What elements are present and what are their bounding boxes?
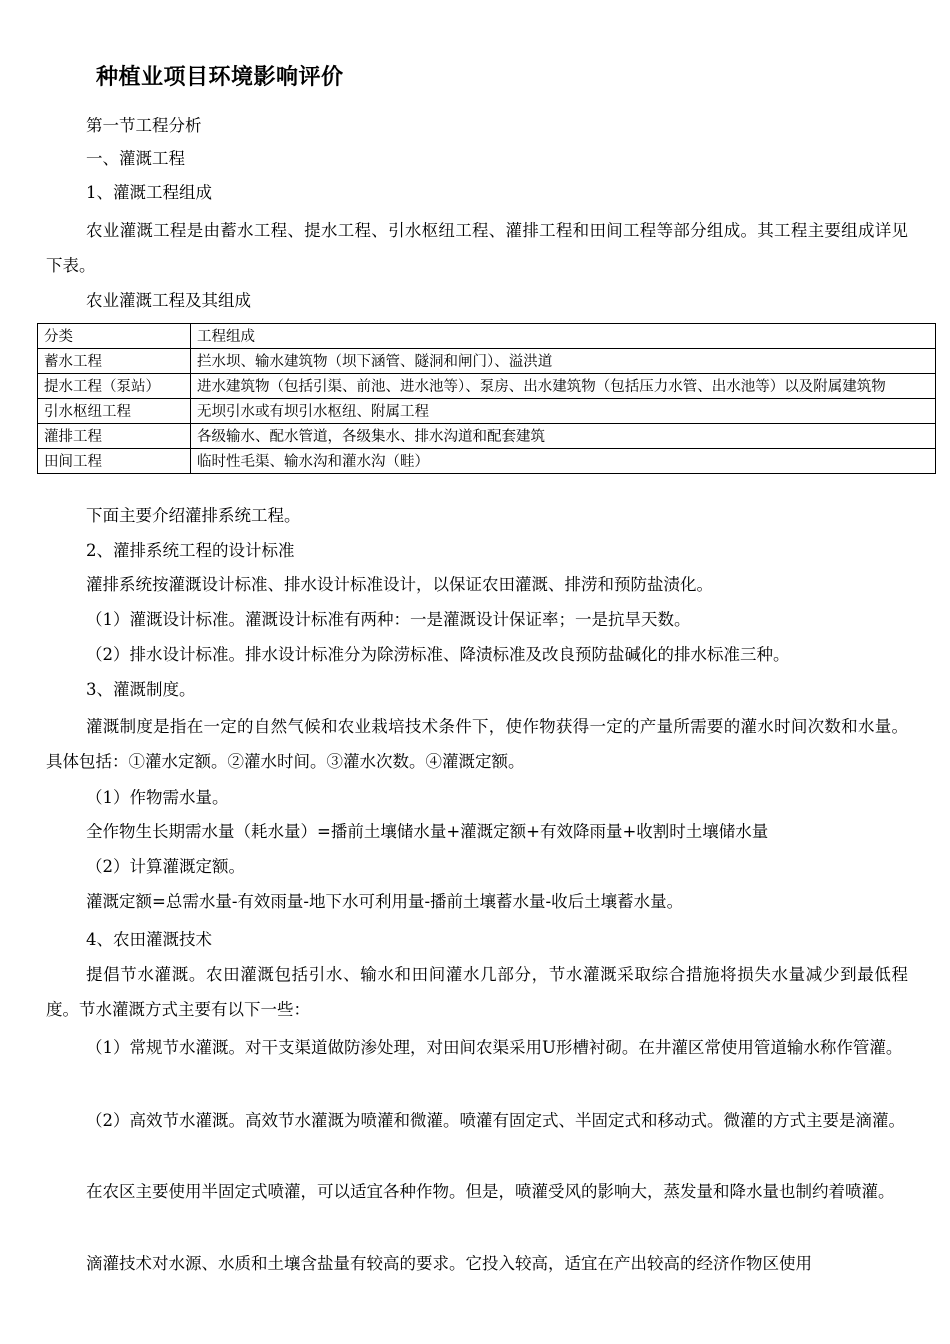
paragraph-composition: 农业灌溉工程是由蓄水工程、提水工程、引水枢纽工程、灌排工程和田间工程等部分组成。其工程主要组成详见下表。 xyxy=(46,221,908,275)
table-cell: 各级输水、配水管道，各级集水、排水沟道和配套建筑 xyxy=(191,424,936,449)
table-header-row xyxy=(38,324,936,349)
table-cell: 拦水坝、输水建筑物（坝下涵管、隧洞和闸门）、溢洪道 xyxy=(191,349,936,374)
text-line: （1）灌溉设计标准。灌溉设计标准有两种：一是灌溉设计保证率；一是抗旱天数。 xyxy=(86,610,691,629)
table-row xyxy=(38,449,936,474)
table-cell: 进水建筑物（包括引渠、前池、进水池等）、泵房、出水建筑物（包括压力水管、出水池等）以及附属建筑物 xyxy=(191,374,936,399)
text-line: 下面主要介绍灌排系统工程。 xyxy=(86,506,301,525)
heading-irrigation-technology: 4、农田灌溉技术 xyxy=(86,930,212,949)
table-caption: 农业灌溉工程及其组成 xyxy=(86,291,251,310)
paragraph-water-saving: 提倡节水灌溉。农田灌溉包括引水、输水和田间灌水几部分，节水灌溉采取综合措施将损失水量减少到最低程度。节水灌溉方式主要有以下一些： xyxy=(46,965,908,1019)
text-line: （2）计算灌溉定额。 xyxy=(86,857,245,876)
paragraph-conventional: （1）常规节水灌溉。对干支渠道做防渗处理，对田间农渠采用U形槽衬砌。在井灌区常使用管道输水称作管灌。 xyxy=(86,1038,903,1057)
table-cell: 灌排工程 xyxy=(38,424,191,449)
heading-irrigation-system: 3、灌溉制度。 xyxy=(86,680,196,699)
table-header-cell: 分类 xyxy=(38,324,191,349)
table-cell: 蓄水工程 xyxy=(38,349,191,374)
formula-irrigation-quota: 灌溉定额=总需水量-有效雨量-地下水可利用量-播前土壤蓄水量-收后土壤蓄水量。 xyxy=(86,892,684,911)
formula-water-demand: 全作物生长期需水量（耗水量）=播前土壤储水量+灌溉定额+有效降雨量+收割时土壤储水量 xyxy=(86,822,769,841)
text-line: 滴灌技术对水源、水质和土壤含盐量有较高的要求。它投入较高，适宜在产出较高的经济作物区使用 xyxy=(86,1254,812,1273)
paragraph-high-efficiency: （2）高效节水灌溉。高效节水灌溉为喷灌和微灌。喷灌有固定式、半固定式和移动式。微灌的方式主要是滴灌。 xyxy=(86,1111,905,1130)
table-row xyxy=(38,374,936,399)
table-cell: 无坝引水或有坝引水枢纽、附属工程 xyxy=(191,399,936,424)
heading-design-standard: 2、灌排系统工程的设计标准 xyxy=(86,541,295,560)
table-header-cell: 工程组成 xyxy=(191,324,936,349)
section-heading: 第一节工程分析 xyxy=(86,116,202,135)
document-title: 种植业项目环境影响评价 xyxy=(96,64,344,90)
text-line: （2）排水设计标准。排水设计标准分为除涝标准、降渍标准及改良预防盐碱化的排水标准三种。 xyxy=(86,645,790,664)
table-row xyxy=(38,349,936,374)
paragraph-sprinkler: 在农区主要使用半固定式喷灌，可以适宜各种作物。但是，喷灌受风的影响大，蒸发量和降水量也制约着喷灌。 xyxy=(86,1182,895,1201)
composition-table xyxy=(37,323,936,474)
table-cell: 引水枢纽工程 xyxy=(38,399,191,424)
text-line: （1）作物需水量。 xyxy=(86,788,229,807)
heading-works-composition: 1、灌溉工程组成 xyxy=(86,183,212,202)
table-row xyxy=(38,399,936,424)
table-cell: 提水工程（泵站） xyxy=(38,374,191,399)
text-line: 灌排系统按灌溉设计标准、排水设计标准设计，以保证农田灌溉、排涝和预防盐渍化。 xyxy=(86,575,713,594)
paragraph-irrigation-system: 灌溉制度是指在一定的自然气候和农业栽培技术条件下，使作物获得一定的产量所需要的灌水时间次数和水量。具体包括：①灌水定额。②灌水时间。③灌水次数。④灌溉定额。 xyxy=(46,717,908,771)
heading-irrigation-works: 一、灌溉工程 xyxy=(86,149,185,168)
table-cell: 田间工程 xyxy=(38,449,191,474)
table-cell: 临时性毛渠、输水沟和灌水沟（畦） xyxy=(191,449,936,474)
table-row xyxy=(38,424,936,449)
